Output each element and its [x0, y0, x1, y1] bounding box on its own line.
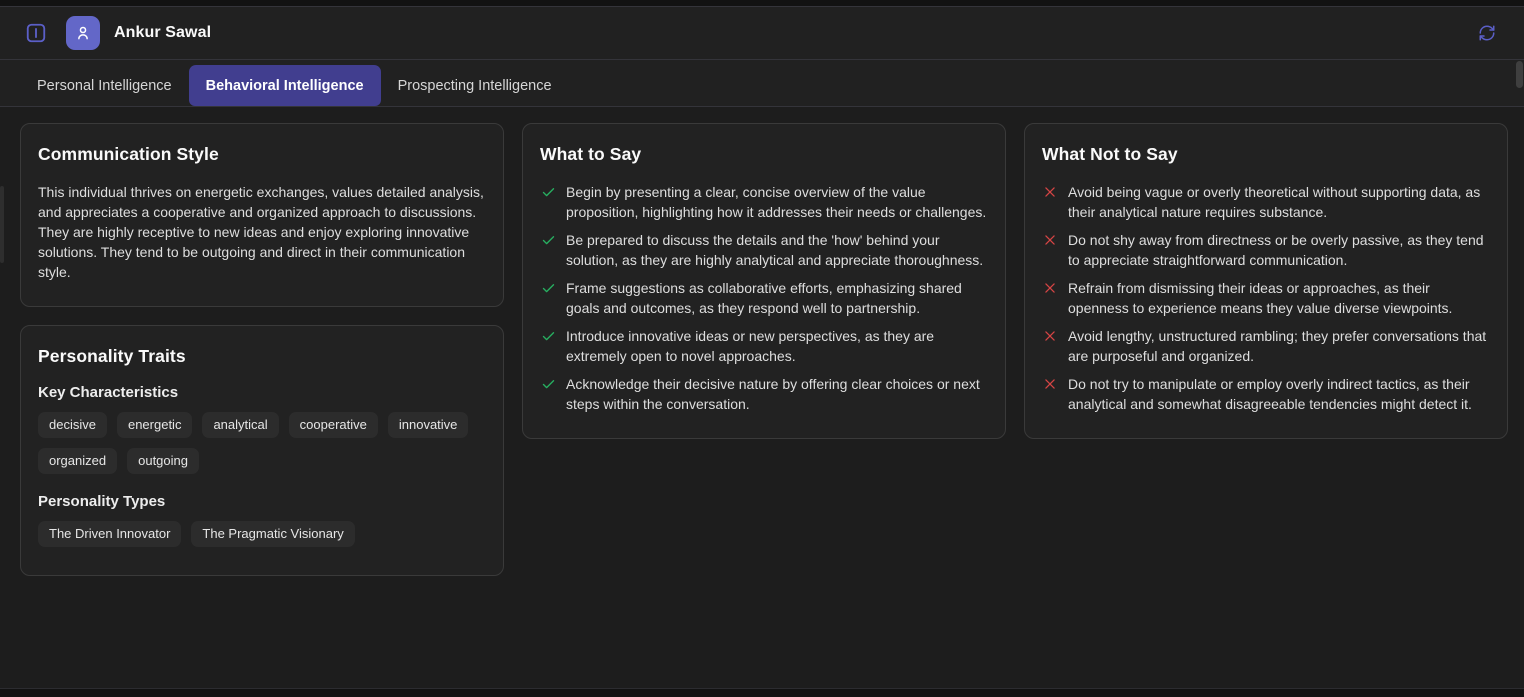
trait-tag: energetic — [117, 412, 192, 438]
card-title: What to Say — [540, 144, 642, 164]
card-title: Personality Traits — [38, 346, 186, 366]
what-not-to-say-item — [1042, 326, 1490, 366]
middle-column — [522, 123, 1006, 439]
trait-tag: analytical — [202, 412, 278, 438]
what-not-to-say-list — [1042, 182, 1490, 414]
list-item-text: Avoid lengthy, unstructured rambling; they prefer conversations that are purposeful and organized. — [1068, 328, 1487, 364]
x-icon — [1042, 280, 1058, 296]
intelligence-tabbar — [0, 60, 1524, 107]
list-item-text: Acknowledge their decisive nature by offering clear choices or next steps within the conversation. — [566, 376, 980, 412]
refresh-button[interactable] — [1474, 20, 1500, 46]
check-icon — [540, 328, 556, 344]
x-icon — [1042, 328, 1058, 344]
list-item-text: Do not shy away from directness or be overly passive, as they tend to appreciate straightforward communication. — [1068, 232, 1484, 268]
list-item-text: Frame suggestions as collaborative efforts, emphasizing shared goals and outcomes, as they respond well to partnership. — [566, 280, 962, 316]
profile-name: Ankur Sawal — [114, 24, 212, 41]
communication-style-text: This individual thrives on energetic exchanges, values detailed analysis, and appreciates a cooperative and organized approach to discussions. They are highly receptive to new ideas and enjoy exploring innovative solutions. They tend to be outgoing and direct in their communication style. — [38, 184, 484, 280]
trait-tag: outgoing — [127, 448, 199, 474]
what-not-to-say-item — [1042, 374, 1490, 414]
sidebar-toggle-button[interactable] — [24, 21, 48, 45]
what-not-to-say-card — [1024, 123, 1508, 439]
panel-columns-icon — [25, 22, 47, 44]
trait-tag: innovative — [388, 412, 469, 438]
what-to-say-item — [540, 326, 988, 366]
trait-tag: decisive — [38, 412, 107, 438]
trait-tag: organized — [38, 448, 117, 474]
behavioral-intelligence-panel — [0, 107, 1524, 576]
personality-type-tag: The Driven Innovator — [38, 521, 181, 547]
tab-behavioral-intelligence[interactable]: Behavioral Intelligence — [189, 65, 381, 106]
personality-types-tags — [38, 521, 486, 547]
what-not-to-say-item — [1042, 182, 1490, 222]
x-icon — [1042, 232, 1058, 248]
what-to-say-item — [540, 230, 988, 270]
personality-type-tag: The Pragmatic Visionary — [191, 521, 354, 547]
left-scrollbar-thumb[interactable] — [0, 186, 4, 263]
what-not-to-say-item — [1042, 230, 1490, 270]
personality-types-label: Personality Types — [38, 493, 166, 510]
trait-tag: cooperative — [289, 412, 378, 438]
list-item-text: Introduce innovative ideas or new perspectives, as they are extremely open to novel approaches. — [566, 328, 935, 364]
list-item-text: Avoid being vague or overly theoretical without supporting data, as their analytical nature requires substance. — [1068, 184, 1481, 220]
check-icon — [540, 184, 556, 200]
list-item-text: Be prepared to discuss the details and the 'how' behind your solution, as they are highly analytical and appreciate thoroughness. — [566, 232, 984, 268]
tab-prospecting-intelligence[interactable]: Prospecting Intelligence — [381, 65, 569, 106]
list-item-text: Refrain from dismissing their ideas or approaches, as their openness to experience means they value diverse viewpoints. — [1068, 280, 1453, 316]
x-icon — [1042, 184, 1058, 200]
right-column — [1024, 123, 1508, 439]
header-bar — [0, 7, 1524, 60]
avatar — [66, 16, 100, 50]
left-column — [20, 123, 504, 576]
x-icon — [1042, 376, 1058, 392]
vertical-scrollbar-thumb[interactable] — [1516, 61, 1523, 88]
check-icon — [540, 376, 556, 392]
what-not-to-say-item — [1042, 278, 1490, 318]
communication-style-card — [20, 123, 504, 307]
what-to-say-list — [540, 182, 988, 414]
what-to-say-item — [540, 182, 988, 222]
personality-traits-card — [20, 325, 504, 576]
user-icon — [74, 24, 92, 42]
what-to-say-item — [540, 278, 988, 318]
card-title: Communication Style — [38, 144, 219, 164]
card-title: What Not to Say — [1042, 144, 1178, 164]
refresh-icon — [1478, 24, 1496, 42]
tab-personal-intelligence[interactable]: Personal Intelligence — [20, 65, 189, 106]
what-to-say-card — [522, 123, 1006, 439]
key-characteristics-tags — [38, 412, 486, 474]
list-item-text: Do not try to manipulate or employ overly indirect tactics, as their analytical and somewhat disagreeable tendencies might detect it. — [1068, 376, 1472, 412]
list-item-text: Begin by presenting a clear, concise overview of the value proposition, highlighting how it addresses their needs or challenges. — [566, 184, 987, 220]
check-icon — [540, 232, 556, 248]
key-characteristics-label: Key Characteristics — [38, 384, 179, 401]
what-to-say-item — [540, 374, 988, 414]
check-icon — [540, 280, 556, 296]
app-window — [0, 6, 1524, 689]
